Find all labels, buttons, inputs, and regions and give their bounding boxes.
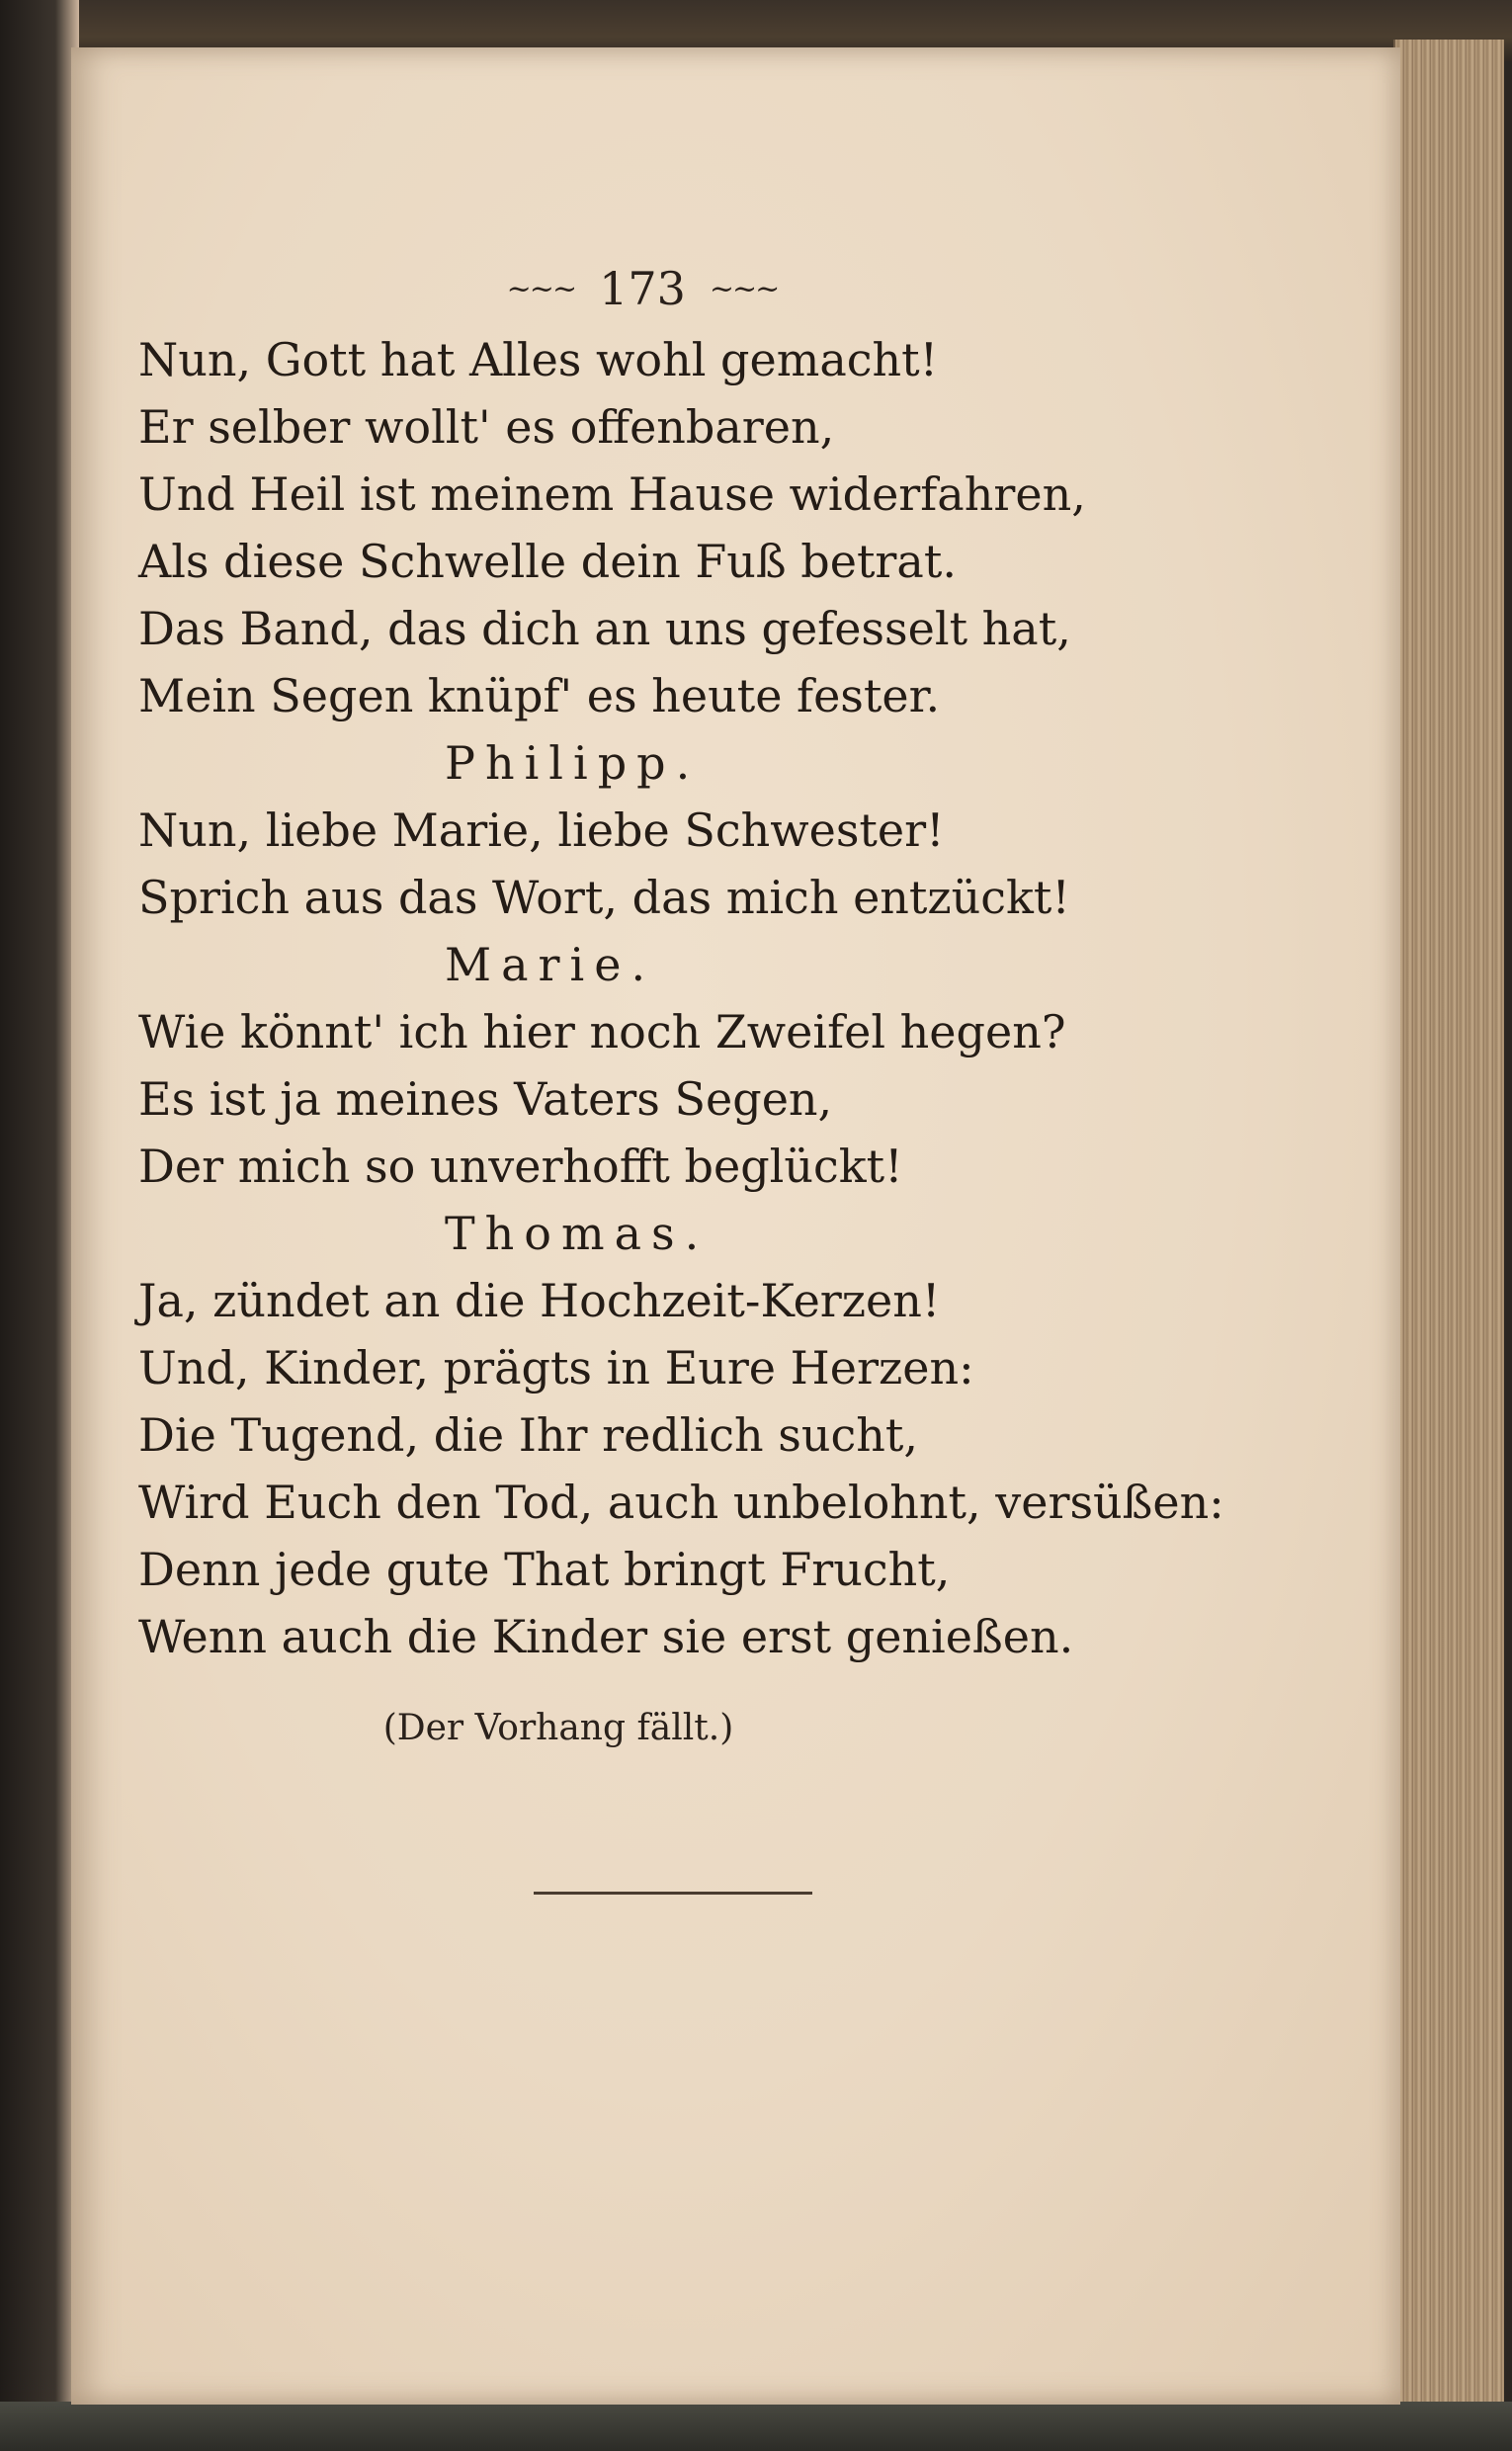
verse-line: Und Heil ist meinem Hause widerfahren, xyxy=(138,467,1086,521)
page-header xyxy=(464,259,820,318)
verse-line: Nun, liebe Marie, liebe Schwester! xyxy=(138,803,945,857)
verse-line: Wenn auch die Kinder sie erst genießen. xyxy=(138,1610,1074,1663)
verse-line: Das Band, das dich an uns gefesselt hat, xyxy=(138,602,1071,655)
verse-line: Es ist ja meines Vaters Segen, xyxy=(138,1072,833,1126)
verse-line: Mein Segen knüpf' es heute fester. xyxy=(138,669,941,722)
ornament-right: ~~~ xyxy=(709,271,779,306)
verse-line: Sprich aus das Wort, das mich entzückt! xyxy=(138,871,1070,924)
page-edges xyxy=(1393,40,1504,2411)
verse-line: Wie könnt' ich hier noch Zweifel hegen? xyxy=(138,1005,1066,1058)
speaker-name: Philipp. xyxy=(445,736,701,790)
speaker-name: Thomas. xyxy=(445,1207,710,1260)
verse-line: Nun, Gott hat Alles wohl gemacht! xyxy=(138,333,939,386)
book-bottom-edge xyxy=(0,2402,1512,2451)
verse-line: Und, Kinder, prägts in Eure Herzen: xyxy=(138,1341,974,1395)
verse-line: Denn jede gute That bringt Frucht, xyxy=(138,1543,951,1596)
stage-direction: (Der Vorhang fällt.) xyxy=(382,1708,734,1748)
page-number: 173 xyxy=(599,262,686,315)
verse-line: Er selber wollt' es offenbaren, xyxy=(138,400,835,454)
verse-line: Der mich so unverhofft beglückt! xyxy=(138,1140,903,1193)
verse-line: Ja, zündet an die Hochzeit-Kerzen! xyxy=(138,1274,941,1327)
verse-text xyxy=(138,326,1225,1670)
book-gutter xyxy=(0,0,79,2451)
end-rule xyxy=(534,1892,812,1895)
ornament-left: ~~~ xyxy=(506,271,576,306)
speaker-name: Marie. xyxy=(445,938,656,991)
verse-line: Als diese Schwelle dein Fuß betrat. xyxy=(138,535,957,588)
verse-line: Die Tugend, die Ihr redlich sucht, xyxy=(138,1408,918,1462)
verse-line: Wird Euch den Tod, auch unbelohnt, versüßen: xyxy=(138,1476,1224,1529)
